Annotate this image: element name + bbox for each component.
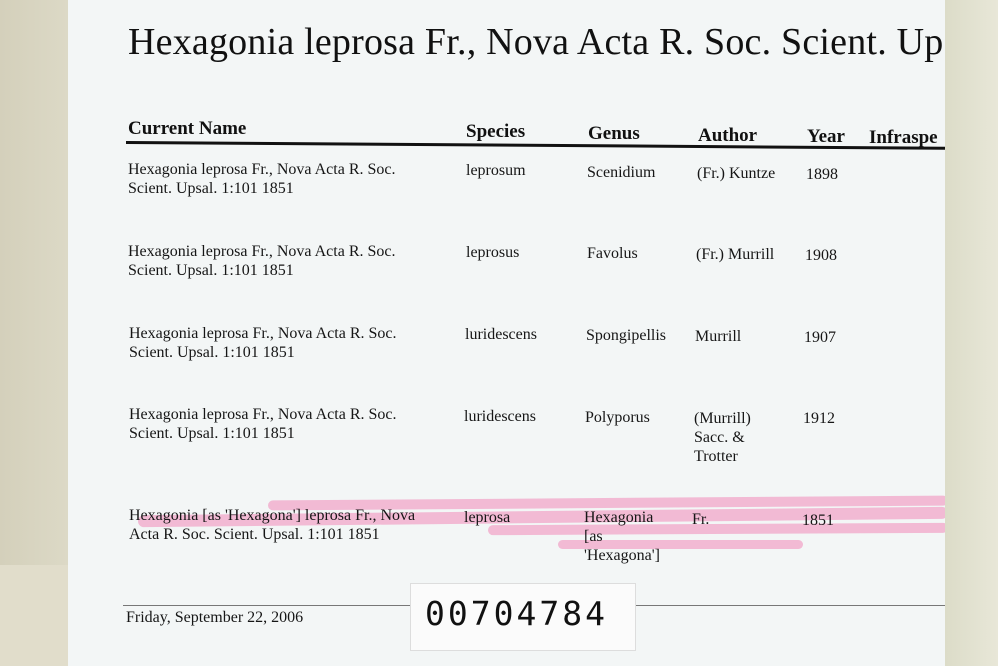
background-left-bottom xyxy=(0,565,68,666)
header-author: Author xyxy=(698,125,758,146)
header-species: Species xyxy=(466,121,526,142)
table-row-author: (Fr.) Murrill xyxy=(696,246,775,263)
header-infraspecific: Infraspe xyxy=(869,127,938,148)
header-year: Year xyxy=(807,126,845,147)
table-row-species: luridescens xyxy=(464,408,536,425)
table-row-name: Hexagonia leprosa Fr., Nova Acta R. Soc. Scient. Upsal. 1:101 1851 xyxy=(129,325,397,361)
table-row-author: (Murrill) Sacc. & Trotter xyxy=(694,410,751,465)
page-title: Hexagonia leprosa Fr., Nova Acta R. Soc. Scient. Up xyxy=(128,21,944,63)
table-row-genus: Hexagonia [as 'Hexagona'] xyxy=(584,509,660,564)
document-sheet xyxy=(68,0,945,666)
table-row-species: luridescens xyxy=(465,326,537,343)
table-row-species: leprosum xyxy=(466,162,526,179)
table-row-author: (Fr.) Kuntze xyxy=(697,165,776,182)
table-row-author: Murrill xyxy=(695,328,742,345)
table-row-year: 1907 xyxy=(804,329,836,346)
table-row-year: 1898 xyxy=(806,166,838,183)
footer-date: Friday, September 22, 2006 xyxy=(126,609,304,626)
barcode-number: 00704784 xyxy=(425,594,608,633)
table-row-year: 1908 xyxy=(805,247,837,264)
table-row-species: leprosus xyxy=(466,244,520,261)
table-row-genus: Polyporus xyxy=(585,409,650,426)
barcode-label xyxy=(410,583,636,651)
table-row-year: 1851 xyxy=(802,512,834,529)
table-row-name: Hexagonia leprosa Fr., Nova Acta R. Soc. Scient. Upsal. 1:101 1851 xyxy=(129,406,397,442)
header-genus: Genus xyxy=(588,123,640,144)
table-row-author: Fr. xyxy=(692,511,710,528)
table-row-name: Hexagonia [as 'Hexagona'] leprosa Fr., Nova Acta R. Soc. Scient. Upsal. 1:101 1851 xyxy=(129,507,416,543)
highlighter-stroke xyxy=(488,523,945,535)
table-row-year: 1912 xyxy=(803,410,835,427)
table-row-name: Hexagonia leprosa Fr., Nova Acta R. Soc. Scient. Upsal. 1:101 1851 xyxy=(128,161,396,197)
table-row-genus: Scenidium xyxy=(587,164,656,181)
header-current-name: Current Name xyxy=(128,118,247,139)
table-row-species: leprosa xyxy=(464,509,511,526)
table-row-genus: Spongipellis xyxy=(586,327,667,344)
background-right xyxy=(945,0,998,666)
table-row-genus: Favolus xyxy=(587,245,638,262)
table-row-name: Hexagonia leprosa Fr., Nova Acta R. Soc. Scient. Upsal. 1:101 1851 xyxy=(128,243,396,279)
